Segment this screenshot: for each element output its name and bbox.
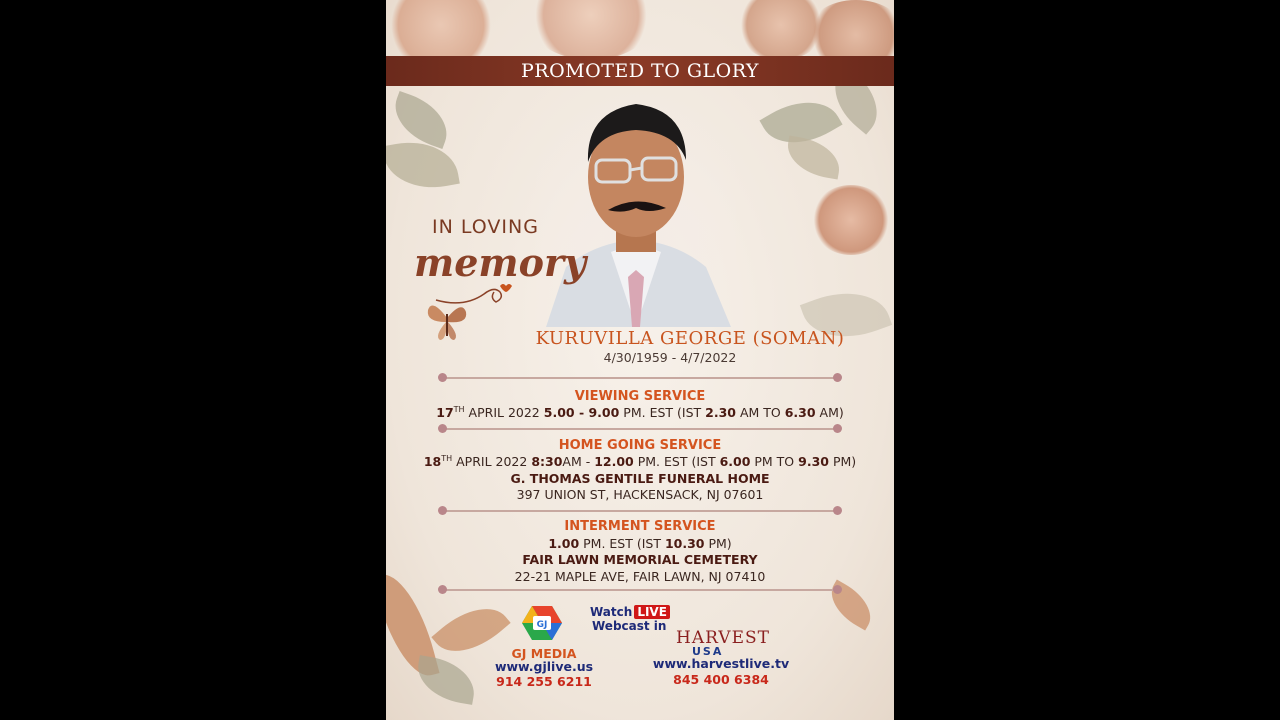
gj-logo-text: GJ	[536, 620, 548, 630]
portrait-photo	[536, 92, 736, 327]
rose-decoration	[811, 185, 891, 255]
gj-media-url[interactable]: www.gjlive.us	[494, 659, 594, 674]
watch-text: Watch	[590, 605, 633, 619]
home-going-start-suffix: AM -	[562, 454, 595, 470]
harvest-logo-text: HARVEST	[676, 628, 770, 648]
viewing-service-title: VIEWING SERVICE	[574, 389, 706, 404]
viewing-ist-end: AM)	[815, 405, 844, 421]
gj-media-phone: 914 255 6211	[496, 674, 592, 689]
memorial-poster	[386, 0, 894, 720]
home-going-ist-end: PM)	[828, 454, 857, 470]
viewing-ist-from: 2.30	[705, 405, 736, 421]
interment-ist-end: PM)	[704, 536, 732, 551]
interment-venue: FAIR LAWN MEMORIAL CEMETERY	[522, 552, 758, 567]
life-dates: 4/30/1959 - 4/7/2022	[603, 350, 737, 365]
memory-script-text: memory	[414, 240, 587, 285]
home-going-date-month: APRIL 2022	[452, 454, 532, 470]
rose-decoration	[526, 0, 656, 60]
live-badge: LIVE	[634, 605, 670, 619]
viewing-ist-mid: AM TO	[735, 405, 785, 421]
home-going-end: 12.00	[594, 454, 634, 470]
deceased-name: KURUVILLA GEORGE (SOMAN)	[535, 328, 845, 349]
interment-title: INTERMENT SERVICE	[564, 519, 716, 534]
heart-flourish-icon	[434, 280, 514, 310]
harvest-phone: 845 400 6384	[673, 672, 769, 687]
home-going-date-suffix: TH	[441, 454, 453, 463]
harvest-usa-text: USA	[692, 645, 724, 658]
home-going-address: 397 UNION ST, HACKENSACK, NJ 07601	[516, 487, 764, 502]
home-going-venue: G. THOMAS GENTILE FUNERAL HOME	[510, 471, 770, 486]
home-going-time-zone: PM. EST (IST	[633, 454, 720, 470]
viewing-date-month: APRIL 2022	[464, 405, 544, 421]
webcast-in-label: Webcast in	[592, 619, 667, 633]
home-going-ist-to: 9.30	[798, 454, 829, 470]
viewing-ist-to: 6.30	[784, 405, 816, 421]
gj-media-logo-icon	[522, 604, 562, 642]
leaf-decoration	[822, 580, 880, 631]
interment-time-start: 1.00	[548, 536, 580, 551]
interment-time	[386, 536, 894, 551]
divider-line	[442, 589, 838, 591]
leaf-decoration	[386, 134, 460, 195]
interment-ist: 10.30	[664, 536, 705, 551]
viewing-date-suffix: TH	[453, 405, 465, 414]
home-going-title: HOME GOING SERVICE	[558, 438, 722, 453]
viewing-date-day: 17	[436, 405, 454, 421]
in-loving-text: IN LOVING	[432, 216, 539, 238]
home-going-time	[386, 454, 894, 469]
viewing-time-zone: PM. EST (IST	[619, 405, 706, 421]
watch-live-label	[590, 605, 670, 619]
divider-line	[442, 510, 838, 512]
home-going-start: 8:30	[531, 454, 563, 470]
banner-title: PROMOTED TO GLORY	[386, 56, 894, 86]
leaf-decoration	[783, 135, 843, 179]
viewing-time-range: 5.00 - 9.00	[543, 405, 620, 421]
interment-time-zone: PM. EST (IST	[579, 536, 665, 551]
gj-media-name: GJ MEDIA	[511, 646, 577, 661]
viewing-service-time	[386, 405, 894, 420]
home-going-date-day: 18	[423, 454, 442, 470]
leaf-decoration	[413, 655, 479, 705]
harvest-url[interactable]: www.harvestlive.tv	[652, 656, 790, 671]
home-going-ist-from: 6.00	[719, 454, 751, 470]
interment-address: 22-21 MAPLE AVE, FAIR LAWN, NJ 07410	[514, 569, 766, 584]
home-going-ist-mid: PM TO	[750, 454, 799, 470]
leaf-decoration	[386, 91, 456, 149]
divider-line	[442, 428, 838, 430]
divider-line	[442, 377, 838, 379]
